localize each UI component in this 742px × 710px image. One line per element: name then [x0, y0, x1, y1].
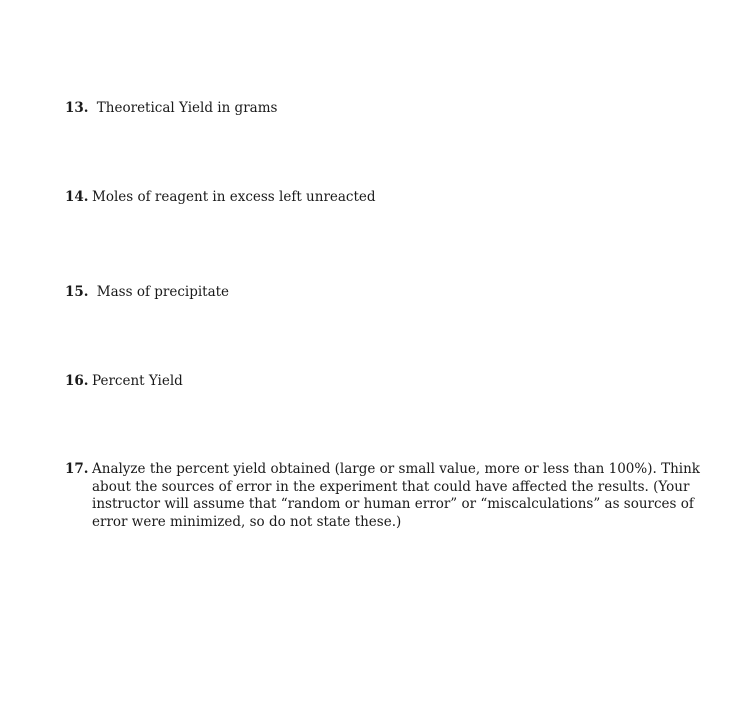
- question-text: Theoretical Yield in grams: [96, 100, 278, 116]
- question-number: 13.: [65, 100, 89, 116]
- question-number: 16.: [65, 373, 89, 389]
- question-text: Mass of precipitate: [96, 284, 230, 300]
- question-number: 15.: [65, 284, 89, 300]
- question-number: 17.: [65, 461, 89, 477]
- question-17: [65, 461, 710, 531]
- question-14: [65, 189, 710, 207]
- question-15: [65, 284, 710, 302]
- question-text: Moles of reagent in excess left unreacted: [92, 189, 376, 205]
- question-text: Percent Yield: [92, 373, 183, 389]
- question-text: Analyze the percent yield obtained (large or small value, more or less than 100%). Think about the sources of error in the experiment that could have affected the results. (Your instructor will assume that “random or human error” or “miscalculations” as sources of error were minimized, so do not state these.): [92, 461, 700, 530]
- question-16: [65, 373, 710, 391]
- question-13: [65, 100, 710, 118]
- question-number: 14.: [65, 189, 89, 205]
